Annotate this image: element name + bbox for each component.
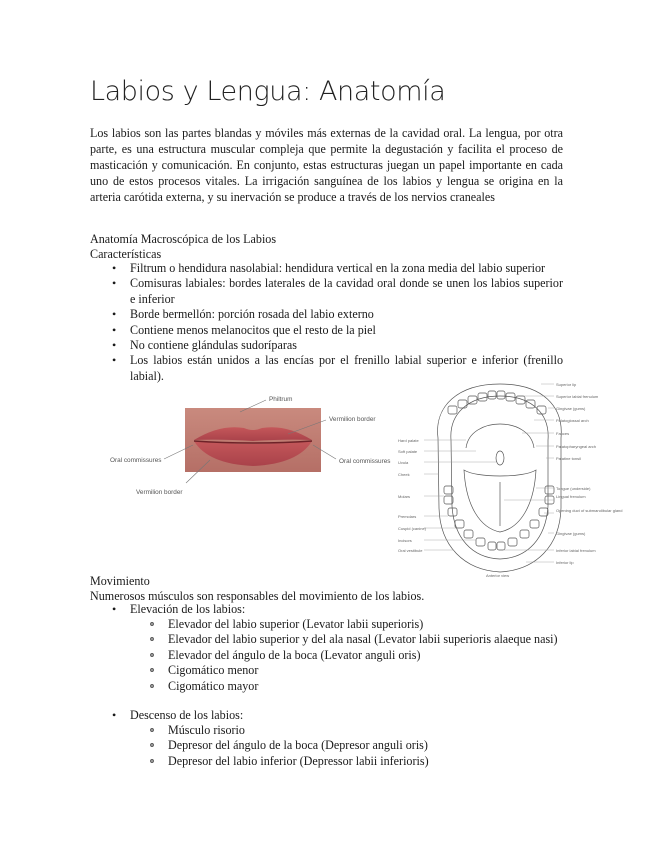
list-item: o Depresor del ángulo de la boca (Depresor anguli oris) <box>90 738 563 753</box>
list-item: o Elevador del labio superior y del ala nasal (Levator labii superioris alaeque nasi) <box>90 632 563 647</box>
list-item: • Filtrum o hendidura nasolabial: hendidura vertical en la zona media del labio superior <box>90 261 563 276</box>
figure-label: Lingual frenulum <box>556 494 586 499</box>
figure-label: Inferior lip <box>556 560 574 565</box>
figure-label: Hard palate <box>398 438 419 443</box>
mouth-figure <box>396 378 623 578</box>
figure-label: Soft palate <box>398 449 418 454</box>
figure-caption: Anterior view <box>486 573 510 578</box>
palate <box>466 424 534 448</box>
intro-paragraph: Los labios son las partes blandas y móviles más externas de la cavidad oral. La lengua, por otra parte, es una estructura muscular compleja que permite la degustación y facilita el proceso de masticación y comunicación. En conjunto, estas estructuras juegan un papel importante en cada uno de estos procesos vitales. La irrigación sanguínea de los labios y lengua se origina en la arteria carótida externa, y su inervación se produce a través de los nervios craneales <box>90 126 563 204</box>
figure-label: Incisors <box>398 538 412 543</box>
figure-label: Gingivae (gums) <box>556 531 586 536</box>
list-item: o Cigomático menor <box>90 663 563 678</box>
figure-label: Uvula <box>398 460 409 465</box>
list-item: • Elevación de los labios: <box>90 602 563 617</box>
list-item: • Descenso de los labios: <box>90 708 563 723</box>
figure-label: Gingivae (gums) <box>556 406 586 411</box>
movement-intro: Numerosos músculos son responsables del movimiento de los labios. <box>90 589 425 603</box>
list-item: • Comisuras labiales: bordes laterales de la cavidad oral donde se unen los labios superior e inferior <box>90 276 563 307</box>
figure-label: Palatoglossal arch <box>556 418 589 423</box>
oral-commissures-label: Oral commissures <box>339 458 391 465</box>
inner-mouth <box>451 396 548 559</box>
movement-list <box>90 708 563 723</box>
figure-label: Superior lip <box>556 382 577 387</box>
figure-label: Superior labial frenulum <box>556 394 599 399</box>
elevation-muscles-list <box>90 617 563 694</box>
list-item: o Músculo risorio <box>90 723 563 738</box>
list-item: • Contiene menos melanocitos que el resto de la piel <box>90 323 563 338</box>
vermilion-border-label: Vermilion border <box>136 489 183 496</box>
depression-muscles-list <box>90 723 563 769</box>
upper-teeth <box>448 391 546 414</box>
vermilion-border-label: Vermilion border <box>329 416 376 423</box>
list-item: o Elevador del labio superior (Levator labii superioris) <box>90 617 563 632</box>
lower-teeth <box>444 486 554 550</box>
figure-label: Inferior labial frenulum <box>556 548 596 553</box>
figure-label: Premolars <box>398 514 417 519</box>
movement-heading: Movimiento <box>90 574 150 588</box>
figure-label: Fauces <box>556 431 570 436</box>
figure-label: Palatine tonsil <box>556 456 581 461</box>
list-item: • Borde bermellón: porción rosada del labio externo <box>90 307 563 322</box>
figure-label: Molars <box>398 494 411 499</box>
figure-label: Cuspid (canine) <box>398 526 427 531</box>
movement-list <box>90 602 563 617</box>
figure-label: Tongue (underside) <box>556 486 591 491</box>
list-item: o Depresor del labio inferior (Depressor labii inferioris) <box>90 754 563 769</box>
characteristics-heading: Características <box>90 247 162 261</box>
uvula <box>496 451 504 465</box>
list-item: • No contiene glándulas sudoríparas <box>90 338 563 353</box>
oral-commissures-label: Oral commissures <box>110 457 162 464</box>
page-title: Labios y Lengua: Anatomía <box>90 76 446 107</box>
figure-label: Opening duct of submandibular gland <box>556 508 623 513</box>
characteristics-list <box>90 261 563 384</box>
list-item: o Elevador del ángulo de la boca (Levator anguli oris) <box>90 648 563 663</box>
figure-label: Oral vestibule <box>398 548 423 553</box>
figure-label: Palatopharyngeal arch <box>556 444 597 449</box>
figure-label: Cheek <box>398 472 410 477</box>
philtrum-label: Philtrum <box>269 396 293 403</box>
macro-heading: Anatomía Macroscópica de los Labios <box>90 232 277 246</box>
lips-outline <box>438 384 562 572</box>
list-item: o Cigomático mayor <box>90 679 563 694</box>
list-item: • Los labios están unidos a las encías por el frenillo labial superior e inferior (frenillo labial). <box>90 353 563 384</box>
